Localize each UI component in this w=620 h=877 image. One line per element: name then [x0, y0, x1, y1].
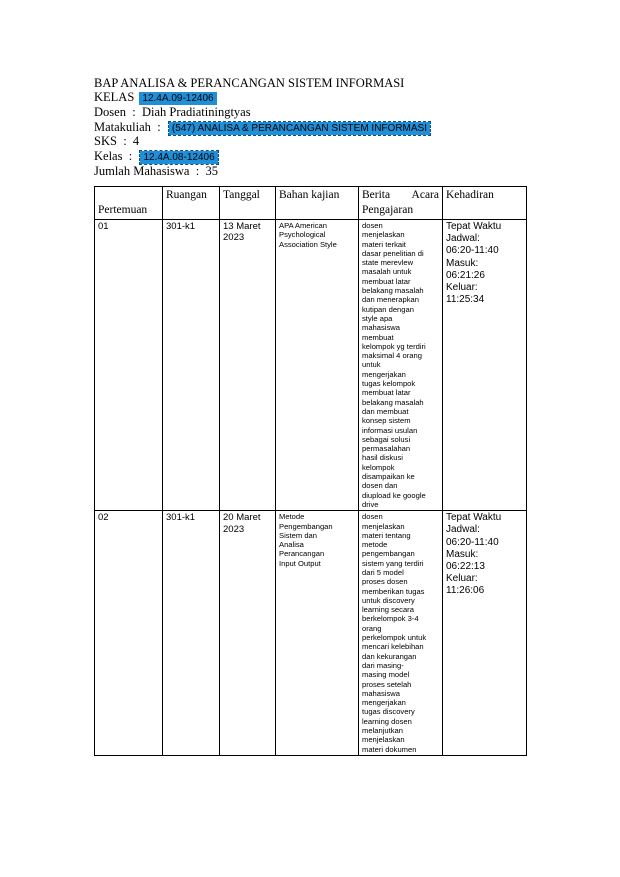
cell-line: membuat latar — [362, 388, 411, 398]
cell-line: 06:20-11:40 — [446, 245, 499, 257]
dosen-line — [94, 105, 251, 120]
matakuliah-line — [94, 120, 430, 136]
cell-line: materi terkait — [362, 239, 406, 249]
col-header-berita-acara — [359, 187, 443, 220]
cell-line: 11:26:06 — [446, 585, 485, 597]
cell-line: mengerjakan — [362, 698, 406, 708]
cell-line: Analisa — [279, 540, 304, 550]
cell-line: 13 Maret — [223, 221, 261, 232]
cell-line: hasil diskusi — [362, 453, 403, 463]
col-header-pertemuan: Pertemuan — [95, 187, 163, 220]
table-row — [95, 220, 527, 511]
cell-line: belakang masalah — [362, 397, 424, 407]
cell-bahan-kajian — [276, 220, 359, 511]
cell-line: sebagai solusi — [362, 434, 411, 444]
cell-line: mahasiswa — [362, 323, 400, 333]
cell-line: diupload ke google — [362, 490, 426, 500]
kelas2-line — [94, 149, 218, 165]
cell-line: menjelaskan — [362, 521, 405, 531]
cell-line: Tepat Waktu — [446, 221, 502, 232]
cell-line: tugas discovery — [362, 707, 415, 717]
col-header-bahan-kajian: Bahan kajian — [276, 187, 359, 220]
cell-line: kelompok yg terdiri — [362, 341, 426, 351]
cell-line: berkelompok 3-4 — [362, 614, 419, 624]
cell-line: Association Style — [279, 239, 337, 249]
matakuliah-colon: : — [157, 120, 161, 134]
col-header-tanggal: Tanggal — [220, 187, 276, 220]
cell-line: untuk — [362, 360, 381, 370]
jumlah-line — [94, 164, 218, 179]
cell-berita-acara — [359, 220, 443, 511]
cell-line: dan kekurangan — [362, 651, 417, 661]
kelas-label: KELAS — [94, 90, 135, 104]
berita-header-line2: Pengajaran — [362, 204, 414, 216]
cell-line: style apa — [362, 313, 393, 323]
cell-line: masalah untuk — [362, 267, 412, 277]
cell-line: dari masing- — [362, 660, 404, 670]
cell-line: Sistem dan — [279, 530, 317, 540]
cell-line: Jadwal: — [446, 524, 480, 536]
cell-line: pengembangan — [362, 549, 415, 559]
cell-line: proses dosen — [362, 577, 408, 587]
cell-line: perkelompok untuk — [362, 633, 427, 643]
cell-line: proses setelah — [362, 679, 412, 689]
sks-label: SKS — [94, 134, 117, 148]
table-header-row — [95, 187, 527, 220]
cell-line: membuat — [362, 332, 394, 342]
cell-tanggal — [220, 220, 276, 511]
cell-line: Input Output — [279, 558, 321, 568]
kelas-value-highlight: 12.4A.09-12406 — [139, 92, 216, 105]
cell-line: dosen dan — [362, 481, 398, 491]
cell-line: 2023 — [223, 232, 245, 244]
cell-line: memberikan tugas — [362, 586, 425, 596]
cell-line: orang — [362, 623, 382, 633]
cell-berita-acara — [359, 511, 443, 756]
cell-tanggal — [220, 511, 276, 756]
cell-line: 06:22:13 — [446, 561, 485, 573]
attendance-table — [94, 186, 527, 756]
cell-line: 06:21:26 — [446, 269, 485, 281]
cell-line: informasi usulan — [362, 425, 418, 435]
sks-line — [94, 134, 139, 149]
cell-line: Perancangan — [279, 549, 325, 559]
cell-line: permasalahan — [362, 444, 411, 454]
cell-line: dosen — [362, 512, 383, 522]
matakuliah-label: Matakuliah — [94, 120, 151, 134]
cell-line: dan menerapkan — [362, 295, 419, 305]
cell-ruangan: 301-k1 — [163, 511, 220, 756]
berita-header-line1 — [362, 188, 439, 203]
cell-line: kelompok — [362, 462, 395, 472]
cell-ruangan: 301-k1 — [163, 220, 220, 511]
cell-line: 2023 — [223, 523, 245, 535]
cell-line: Metode — [279, 512, 305, 522]
cell-line: materi dokumen — [362, 744, 417, 754]
cell-pertemuan: 01 — [95, 220, 163, 511]
cell-line: 20 Maret — [223, 512, 261, 524]
cell-line: maksimal 4 orang — [362, 351, 422, 361]
cell-line: Psychological — [279, 230, 326, 240]
jumlah-colon: : — [195, 164, 200, 178]
cell-line: Pengembangan — [279, 521, 333, 531]
sks-colon: : — [123, 134, 127, 148]
matakuliah-value-highlight: (547) ANALISA & PERANCANGAN SISTEM INFORMASI — [169, 122, 430, 135]
cell-line: disampaikan ke — [362, 472, 415, 482]
cell-line: 06:20-11:40 — [446, 536, 499, 548]
cell-line: masing model — [362, 670, 410, 680]
cell-line: sistem yang terdiri — [362, 558, 424, 568]
cell-line: melanjutkan — [362, 726, 403, 736]
cell-line: untuk discovery — [362, 595, 415, 605]
cell-line: kutipan dengan — [362, 304, 414, 314]
kelas-line — [94, 90, 217, 106]
cell-line: dosen — [362, 221, 383, 230]
table-row — [95, 511, 527, 756]
cell-line: materi tentang — [362, 530, 411, 540]
cell-line: Masuk: — [446, 257, 479, 269]
cell-line: membuat latar — [362, 276, 411, 286]
berita-header-word1: Berita — [362, 189, 391, 201]
jumlah-label: Jumlah Mahasiswa — [94, 164, 190, 178]
dosen-colon: : — [132, 105, 136, 119]
col-header-kehadiran: Kehadiran — [443, 187, 527, 220]
document-title: BAP ANALISA & PERANCANGAN SISTEM INFORMASI — [94, 76, 405, 90]
cell-line: Tepat Waktu — [446, 512, 502, 524]
cell-line: mencari kelebihan — [362, 642, 424, 652]
kelas2-colon: : — [128, 149, 133, 163]
sks-value: 4 — [132, 134, 140, 148]
dosen-label: Dosen — [94, 105, 126, 119]
cell-line: mahasiswa — [362, 688, 400, 698]
cell-pertemuan: 02 — [95, 511, 163, 756]
cell-line: Keluar: — [446, 282, 478, 294]
cell-line: drive — [362, 499, 379, 509]
cell-line: dan membuat — [362, 406, 409, 416]
cell-line: belakang masalah — [362, 286, 424, 296]
cell-line: mengerjakan — [362, 369, 406, 379]
kelas2-value-highlight: 12.4A.08-12406 — [140, 151, 217, 164]
cell-line: tugas kelompok — [362, 379, 416, 389]
cell-line: APA American — [279, 221, 327, 230]
col-header-ruangan: Ruangan — [163, 187, 220, 220]
cell-line: menjelaskan — [362, 230, 405, 240]
dosen-value: Diah Pradiatiningtyas — [141, 105, 251, 119]
cell-line: menjelaskan — [362, 735, 405, 745]
cell-line: konsep sistem — [362, 416, 411, 426]
cell-line: state merevlew — [362, 258, 414, 268]
cell-line: Jadwal: — [446, 233, 480, 245]
cell-line: learning secara — [362, 605, 414, 615]
cell-line: metode — [362, 540, 388, 550]
cell-line: Masuk: — [446, 548, 479, 560]
cell-line: dasar penelitian di — [362, 248, 424, 258]
cell-line: 11:25:34 — [446, 294, 485, 306]
cell-kehadiran — [443, 511, 527, 756]
cell-line: dari 5 model — [362, 567, 404, 577]
cell-kehadiran — [443, 220, 527, 511]
cell-line: learning dosen — [362, 716, 412, 726]
cell-bahan-kajian — [276, 511, 359, 756]
berita-header-word2: Acara — [411, 189, 439, 201]
cell-line: Keluar: — [446, 573, 478, 585]
kelas2-label: Kelas — [94, 149, 123, 163]
jumlah-value: 35 — [205, 164, 218, 178]
